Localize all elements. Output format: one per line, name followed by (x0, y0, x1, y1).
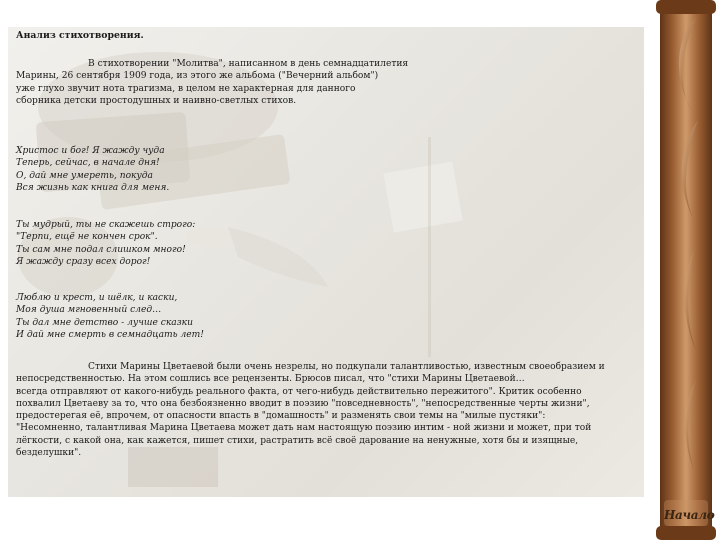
intro-line: В стихотворении "Молитва", написанном в день семнадцатилетия (88, 59, 409, 69)
poem-stanza-3 (16, 292, 204, 341)
intro-paragraph (16, 58, 436, 107)
slide-title: Анализ стихотворения. (16, 30, 144, 41)
analysis-line: безделушки". (16, 448, 82, 459)
intro-line: уже глухо звучит нота трагизма, в целом не характерная для данного (16, 83, 356, 94)
poem-stanza-1 (16, 145, 169, 194)
analysis-line: предостерегая её, впрочем, от опасности впасть в "домашность" и разменять свои темы на "милые пустяки": (16, 411, 546, 422)
analysis-line: "Несомненно, талантливая Марина Цветаева может дать нам настоящую поэзию интим - ной жизни и может, при той (16, 423, 592, 434)
poem-line: "Терпи, ещё не кончен срок". (16, 232, 158, 243)
poem-stanza-2 (16, 219, 195, 268)
poem-line: Моя душа мгновенный след… (16, 305, 162, 316)
home-link[interactable]: Начало (664, 508, 715, 522)
slide-panel (8, 27, 644, 497)
analysis-line: Стихи Марины Цветаевой были очень незрелы, но подкупали талантливостью, известным своеобразием и (88, 362, 605, 372)
poem-line: И дай мне смерть в семнадцать лет! (16, 329, 204, 340)
intro-line: сборника детски простодушных и наивно-светлых стихов. (16, 95, 297, 106)
intro-line: Марины, 26 сентября 1909 года, из этого же альбома ("Вечерний альбом") (16, 71, 379, 82)
poem-line: Ты сам мне подал слишком много! (16, 244, 186, 255)
analysis-line: лёгкости, с какой она, как кажется, пишет стихи, растратить всё своё дарование на ненужные, хотя бы и изящные, (16, 435, 579, 446)
analysis-line: похвалил Цветаеву за то, что она безбоязненно вводит в поэзию "повседневность", "непосредственные черты жизни", (16, 398, 590, 409)
poem-line: Христос и бог! Я жажду чуда (16, 146, 165, 156)
decorative-scroll (652, 0, 720, 540)
poem-line: Ты дал мне детство - лучше сказки (16, 317, 193, 328)
poem-line: Люблю и крест, и шёлк, и каски, (16, 293, 178, 303)
analysis-line: непосредственностью. На этом сошлись все рецензенты. Брюсов писал, что "стихи Марины Цветаевой… (16, 374, 525, 385)
analysis-line: всегда отправляют от какого-нибудь реального факта, от чего-нибудь действительно пережитого". Критик особенно (16, 386, 582, 397)
analysis-paragraph (16, 361, 636, 459)
poem-line: Вся жизнь как книга для меня. (16, 182, 170, 193)
poem-line: О, дай мне умереть, покуда (16, 170, 153, 181)
poem-line: Ты мудрый, ты не скажешь строго: (16, 220, 196, 230)
poem-line: Теперь, сейчас, в начале дня! (16, 158, 160, 169)
poem-line: Я жажду сразу всех дорог! (16, 256, 151, 267)
